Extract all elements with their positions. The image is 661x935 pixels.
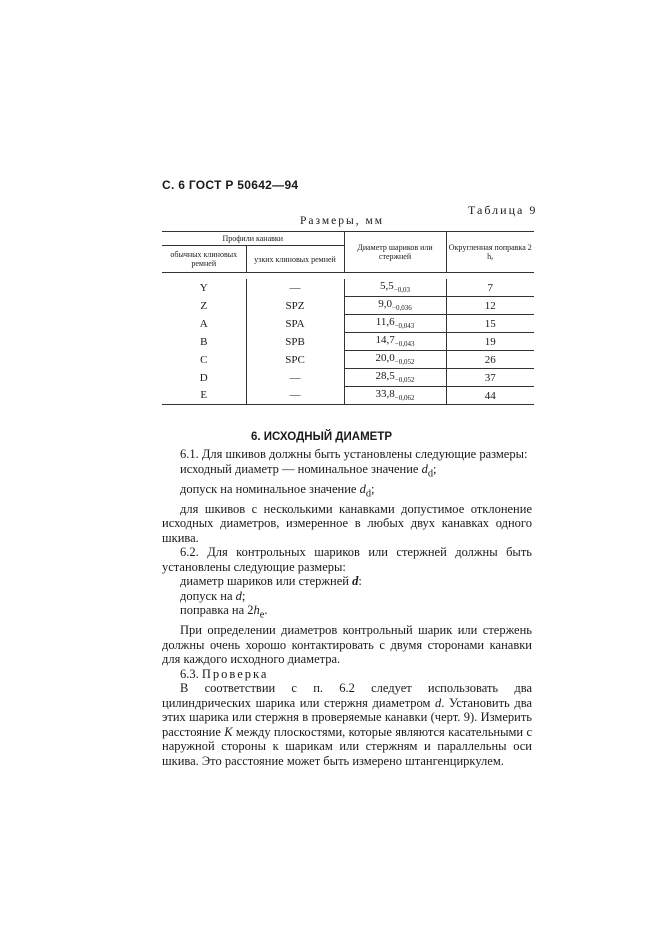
section-6-body <box>162 447 532 768</box>
table-label: Таблица 9 <box>468 203 538 217</box>
page-header: С. 6 ГОСТ Р 50642—94 <box>162 178 299 192</box>
paragraph-note: При определении диаметров контрольный шарик или стержень должны очень хорошо контактировать с двумя сторонами канавки для каждого исходного диаметра. <box>162 623 532 666</box>
table-row: Z SPZ $9,0_{-0,036}$ 12 <box>162 297 534 315</box>
table-row: C SPC $20,0_{-0,052}$ 26 <box>162 351 534 369</box>
paragraph-6-2: 6.2. Для контрольных шариков или стержней должны быть установлены следующие размеры: <box>162 545 532 574</box>
col-profiles: Профили канавки <box>162 232 344 246</box>
table-row: A SPA $11,6_{-0,043}$ 15 <box>162 315 534 333</box>
table-row: D — $28,5_{-0,052}$ 37 <box>162 369 534 387</box>
col-normal: обычных клиновых ремней <box>162 246 246 273</box>
col-correction: Округленная поправка 2 hₐ <box>446 232 534 273</box>
paragraph-6-3: В соответствии с п. 6.2 следует использовать два цилиндрических шарика или стержня диаметром d. Установить два этих шарика или стержня в проверяемые канавки (черт. 9). Измерить расстояние K между плоскостями, которые являются касательными с наружной стороны к шарикам или стержням и параллельны оси шкива. Это расстояние может быть измерено штангенциркулем. <box>162 681 532 768</box>
list-item: диаметр шариков или стержней d: <box>180 574 362 588</box>
table-row: B SPB $14,7_{-0,043}$ 19 <box>162 333 534 351</box>
table-row: Y — $5,5_{-0,03}$ 7 <box>162 279 534 297</box>
list-item: допуск на d; <box>180 588 246 603</box>
table-dimensions-note: Размеры, мм <box>300 215 385 227</box>
list-item: поправка на $2h_e$. <box>180 603 268 621</box>
col-narrow: узких клиновых ремней <box>246 246 344 273</box>
list-item: для шкивов с несколькими канавками допустимое отклонение исходных диаметров, измеренное в любых двух канавках одного шкива. <box>162 501 532 545</box>
subsection-title: 6.3. Проверка <box>180 666 269 681</box>
section-title: 6. ИСХОДНЫЙ ДИАМЕТР <box>251 431 393 443</box>
list-item: допуск на номинальное значение $d_d$; <box>180 481 375 499</box>
list-item: исходный диаметр — номинальное значение $d_d$; <box>180 461 437 479</box>
paragraph-6-1: 6.1. Для шкивов должны быть установлены следующие размеры: <box>180 447 528 461</box>
dimensions-table <box>162 231 534 405</box>
col-diameter: Диаметр шариков или стержней <box>344 232 446 273</box>
table-row: E — $33,8_{-0,062}$ 44 <box>162 387 534 405</box>
